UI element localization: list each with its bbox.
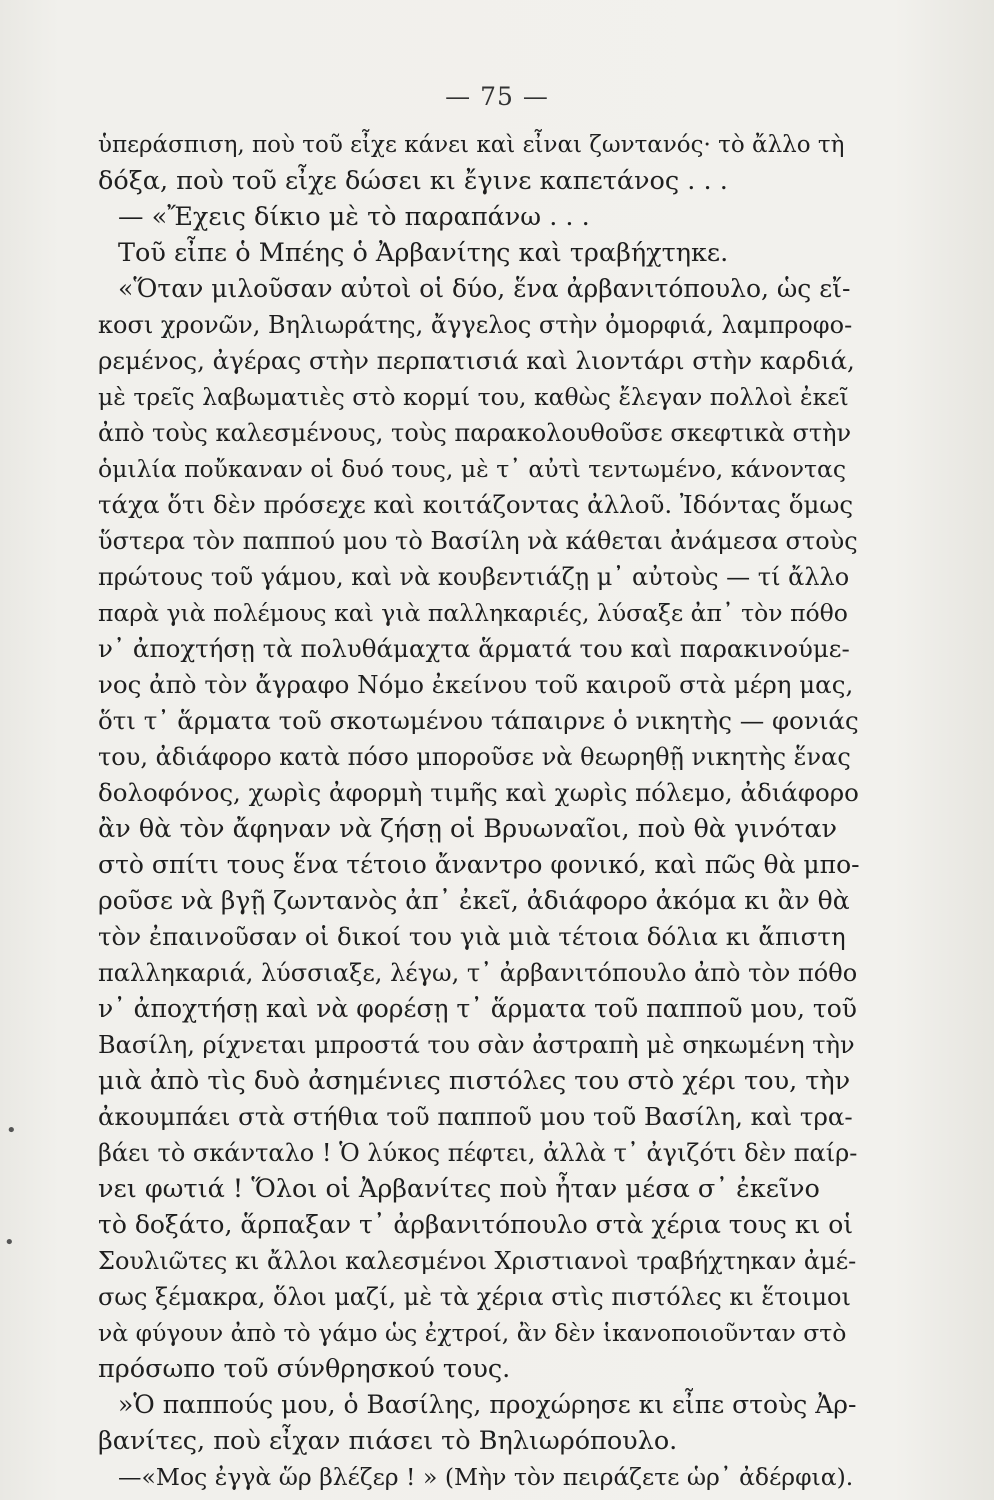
- text-line: τὸν ἐπαινοῦσαν οἱ δικοί του γιὰ μιὰ τέτοια δόλια κι ἄπιστη: [98, 922, 846, 951]
- text-line: ὕστερα τὸν παππού μου τὸ Βασίλη νὰ κάθεται ἀνάμεσα στοὺς: [98, 527, 858, 555]
- text-line: δόξα, ποὺ τοῦ εἶχε δώσει κι ἔγινε καπετάνος . . .: [98, 166, 728, 196]
- text-line: ἀκουμπάει στὰ στήθια τοῦ παπποῦ μου τοῦ Βασίλη, καὶ τρα-: [98, 1102, 853, 1131]
- text-line: νος ἀπὸ τὸν ἄγραφο Νόμο ἐκείνου τοῦ καιροῦ στὰ μέρη μας,: [98, 670, 854, 699]
- text-line: παρὰ γιὰ πολέμους καὶ γιὰ παλληκαριές, λύσαξε ἀπ᾽ τὸν πόθο: [98, 599, 848, 627]
- text-line: Βασίλη, ρίχνεται μπροστά του σὰν ἀστραπὴ μὲ σηκωμένη τὴν: [98, 1031, 855, 1059]
- text-line: Σουλιῶτες κι ἄλλοι καλεσμένοι Χριστιανοὶ τραβήχτηκαν ἀμέ-: [98, 1247, 857, 1275]
- text-line: »Ὁ παππούς μου, ὁ Βασίλης, προχώρησε κι εἶπε στοὺς Ἀρ-: [118, 1390, 857, 1419]
- text-line: τάχα ὅτι δὲν πρόσεχε καὶ κοιτάζοντας ἀλλοῦ. Ἰδόντας ὅμως: [98, 490, 854, 519]
- text-line: ὑπεράσπιση, ποὺ τοῦ εἶχε κάνει καὶ εἶναι ζωντανός· τὸ ἄλλο τὴ: [98, 132, 845, 158]
- text-line: ὁμιλία ποὔκαναν οἱ δυό τους, μὲ τ᾽ αὐτὶ τεντωμένο, κάνοντας: [98, 455, 847, 483]
- text-line: ἂν θὰ τὸν ἄφηναν νὰ ζήσῃ οἱ Βρυωναῖοι, ποὺ θὰ γινόταν: [98, 814, 838, 844]
- text-line: κοσι χρονῶν, Βηλιωράτης, ἄγγελος στὴν ὀμορφιά, λαμπροφο-: [98, 311, 853, 339]
- text-line: Τοῦ εἶπε ὁ Μπέης ὁ Ἀρβανίτης καὶ τραβήχτηκε.: [118, 238, 729, 268]
- text-line: μὲ τρεῖς λαβωματιὲς στὸ κορμί του, καθὼς ἔλεγαν πολλοὶ ἐκεῖ: [98, 383, 849, 411]
- text-line: παλληκαριά, λύσσιαξε, λέγω, τ᾽ ἀρβανιτόπουλο ἀπὸ τὸν πόθο: [98, 959, 858, 987]
- text-line: βάει τὸ σκάνταλο ! Ὁ λύκος πέφτει, ἀλλὰ τ᾽ ἀγιζότι δὲν παίρ-: [98, 1139, 858, 1167]
- text-line: του, ἀδιάφορο κατὰ πόσο μποροῦσε νὰ θεωρηθῇ νικητὴς ἕνας: [98, 743, 851, 771]
- text-line: ν᾽ ἀποχτήσῃ τὰ πολυθάμαχτα ἅρματά του καὶ παρακινούμε-: [98, 634, 850, 663]
- text-line: «Ὅταν μιλοῦσαν αὐτοὶ οἱ δύο, ἕνα ἀρβανιτόπουλο, ὡς εἴ-: [118, 274, 851, 303]
- text-line: νὰ φύγουν ἀπὸ τὸ γάμο ὡς ἐχτροί, ἂν δὲν ἱκανοποιοῦνταν στὸ: [98, 1319, 847, 1347]
- text-line: ρεμένος, ἀγέρας στὴν περπατισιά καὶ λιοντάρι στὴν καρδιά,: [98, 346, 855, 375]
- text-line: δολοφόνος, χωρὶς ἀφορμὴ τιμῆς καὶ χωρὶς πόλεμο, ἀδιάφορο: [98, 778, 859, 807]
- text-line: ἀπὸ τοὺς καλεσμένους, τοὺς παρακολουθοῦσε σκεφτικὰ στὴν: [98, 419, 852, 447]
- text-line: —«Μος ἐγγὰ ὥρ βλέζερ ! » (Μὴν τὸν πειράζετε ὡρ᾽ ἀδέρφια).: [118, 1463, 854, 1491]
- text-line: στὸ σπίτι τους ἕνα τέτοιο ἄναντρο φονικό, καὶ πῶς θὰ μπο-: [98, 850, 860, 879]
- text-line: σως ξέμακρα, ὅλοι μαζί, μὲ τὰ χέρια στὶς πιστόλες κι ἕτοιμοι: [98, 1283, 851, 1311]
- page-number: — 75 —: [445, 82, 549, 111]
- text-line: πρώτους τοῦ γάμου, καὶ νὰ κουβεντιάζῃ μ᾽ αὐτοὺς — τί ἄλλο: [98, 563, 850, 591]
- text-line: μιὰ ἀπὸ τὶς δυὸ ἀσημένιες πιστόλες του στὸ χέρι του, τὴν: [98, 1066, 851, 1096]
- text-line: — «Ἔχεις δίκιο μὲ τὸ παραπάνω . . .: [118, 202, 590, 232]
- margin-speck: •: [6, 1120, 17, 1141]
- text-line: ὅτι τ᾽ ἅρματα τοῦ σκοτωμένου τάπαιρνε ὁ νικητὴς — φονιάς: [98, 706, 859, 735]
- text-line: πρόσωπο τοῦ σύνθρησκού τους.: [98, 1354, 511, 1384]
- text-line: ροῦσε νὰ βγῇ ζωντανὸς ἀπ᾽ ἐκεῖ, ἀδιάφορο ἀκόμα κι ἂν θὰ: [98, 886, 850, 915]
- margin-speck: •: [4, 1232, 15, 1253]
- text-line: νει φωτιά ! Ὅλοι οἱ Ἀρβανίτες ποὺ ἦταν μέσα σ᾽ ἐκεῖνο: [98, 1174, 820, 1204]
- text-line: τὸ δοξάτο, ἅρπαξαν τ᾽ ἀρβανιτόπουλο στὰ χέρια τους κι οἱ: [98, 1210, 854, 1239]
- text-line: ν᾽ ἀποχτήσῃ καὶ νὰ φορέσῃ τ᾽ ἅρματα τοῦ παπποῦ μου, τοῦ: [98, 994, 857, 1023]
- text-line: βανίτες, ποὺ εἶχαν πιάσει τὸ Βηλιωρόπουλο.: [98, 1426, 678, 1456]
